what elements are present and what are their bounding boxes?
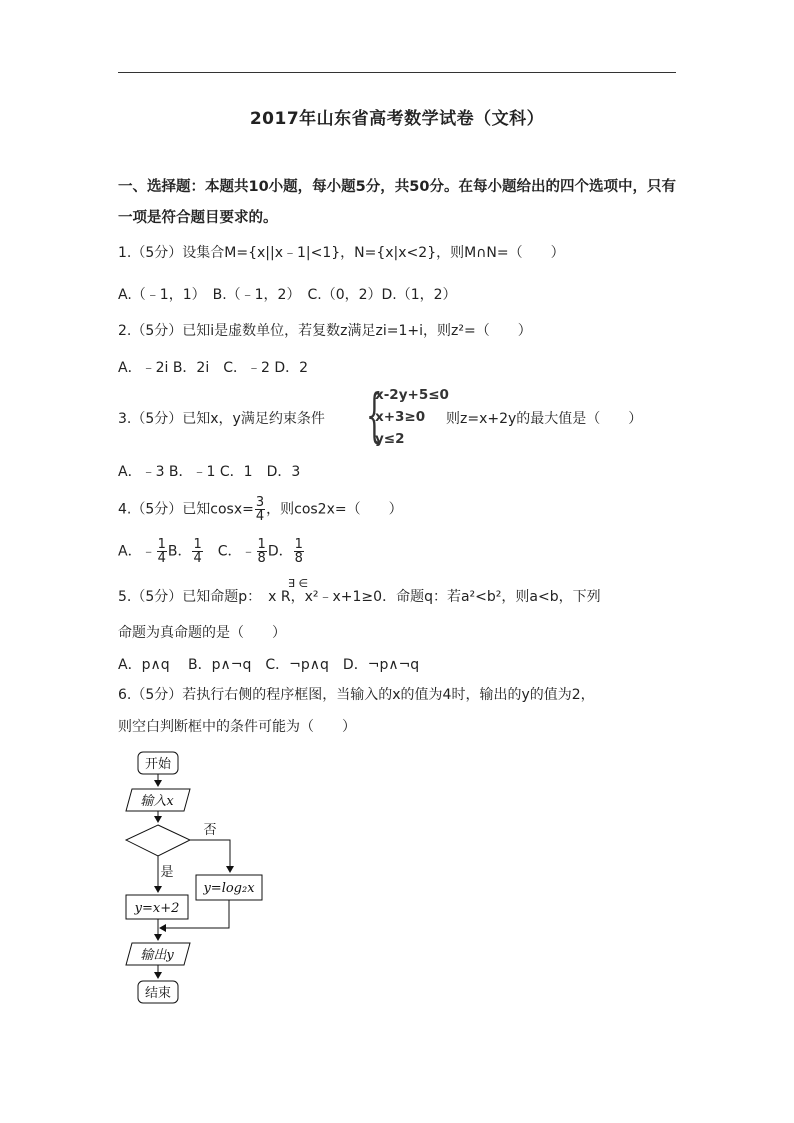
question-3-stem-b: 则z=x+2y的最大值是（ ） bbox=[446, 411, 643, 427]
end-label: 结束 bbox=[144, 986, 172, 1001]
question-4-stem-b: ，则cos2x=（ ） bbox=[266, 501, 403, 518]
question-6-stem-line1: 6.（5分）若执行右侧的程序框图，当输入的x的值为4时，输出的y的值为2， bbox=[118, 687, 595, 703]
exists-in-symbol: ∃ ∈ bbox=[288, 577, 309, 590]
fraction-denominator: 4 bbox=[157, 551, 166, 566]
decision-diamond bbox=[126, 825, 190, 856]
question-2-options: A．﹣2i B．2i C．﹣2 D．2 bbox=[118, 360, 309, 376]
question-3-stem-a: 3.（5分）已知x，y满足约束条件 bbox=[118, 411, 325, 427]
question-5-stem-line2: 命题为真命题的是（ ） bbox=[118, 625, 286, 641]
option-a-prefix: A．﹣ bbox=[118, 543, 156, 560]
question-3-options: A．﹣3 B．﹣1 C．1 D．3 bbox=[118, 464, 301, 480]
question-5-stem-line1: 5.（5分）已知命题p： x R，x²﹣x+1≥0．命题q：若a²<b²，则a<b，下列 bbox=[118, 589, 601, 605]
section-header: 一、选择题：本题共10小题，每小题5分，共50分。在每小题给出的四个选项中，只有一项是符合题目要求的。 bbox=[118, 179, 676, 226]
option-c-prefix: C．﹣ bbox=[203, 543, 256, 560]
option-d-prefix: D． bbox=[267, 543, 293, 560]
plus-process-label: y=x+2 bbox=[134, 901, 180, 916]
no-label: 否 bbox=[203, 823, 217, 838]
question-1-options: A.（﹣1，1） B.（﹣1，2） C.（0，2）D.（1，2） bbox=[118, 287, 457, 303]
left-brace: { bbox=[366, 381, 383, 449]
input-label: 输入x bbox=[140, 794, 174, 809]
page-title: 2017年山东省高考数学试卷（文科） bbox=[249, 109, 545, 129]
constraint-3: y≤2 bbox=[375, 431, 405, 447]
question-4-stem-a: 4.（5分）已知cosx= bbox=[118, 501, 254, 518]
arrow-no-branch bbox=[190, 840, 230, 872]
fraction-numerator: 1 bbox=[193, 537, 202, 552]
yes-label: 是 bbox=[160, 865, 174, 880]
fraction-denominator: 8 bbox=[257, 551, 266, 566]
option-b-prefix: B． bbox=[167, 543, 192, 560]
question-2-stem: 2.（5分）已知i是虚数单位，若复数z满足zi=1+i，则z²=（ ） bbox=[118, 323, 532, 339]
fraction-numerator: 1 bbox=[257, 537, 266, 552]
constraint-2: x+3≥0 bbox=[375, 409, 426, 425]
fraction-numerator: 1 bbox=[294, 537, 303, 552]
question-1-stem: 1.（5分）设集合M={x||x﹣1|<1}，N={x|x<2}，则M∩N=（ ） bbox=[118, 245, 565, 261]
constraint-1: x-2y+5≤0 bbox=[375, 387, 449, 403]
fraction-numerator: 1 bbox=[157, 537, 166, 552]
fraction-numerator: 3 bbox=[255, 495, 265, 510]
fraction-denominator: 4 bbox=[193, 551, 202, 566]
output-label: 输出y bbox=[140, 948, 174, 963]
question-5-options: A．p∧q B．p∧¬q C．¬p∧q D．¬p∧¬q bbox=[118, 657, 420, 673]
start-label: 开始 bbox=[144, 757, 172, 772]
fraction-denominator: 4 bbox=[255, 509, 265, 524]
log-process-label: y=log₂x bbox=[203, 881, 255, 896]
question-6-stem-line2: 则空白判断框中的条件可能为（ ） bbox=[118, 719, 356, 735]
fraction-denominator: 8 bbox=[294, 551, 303, 566]
